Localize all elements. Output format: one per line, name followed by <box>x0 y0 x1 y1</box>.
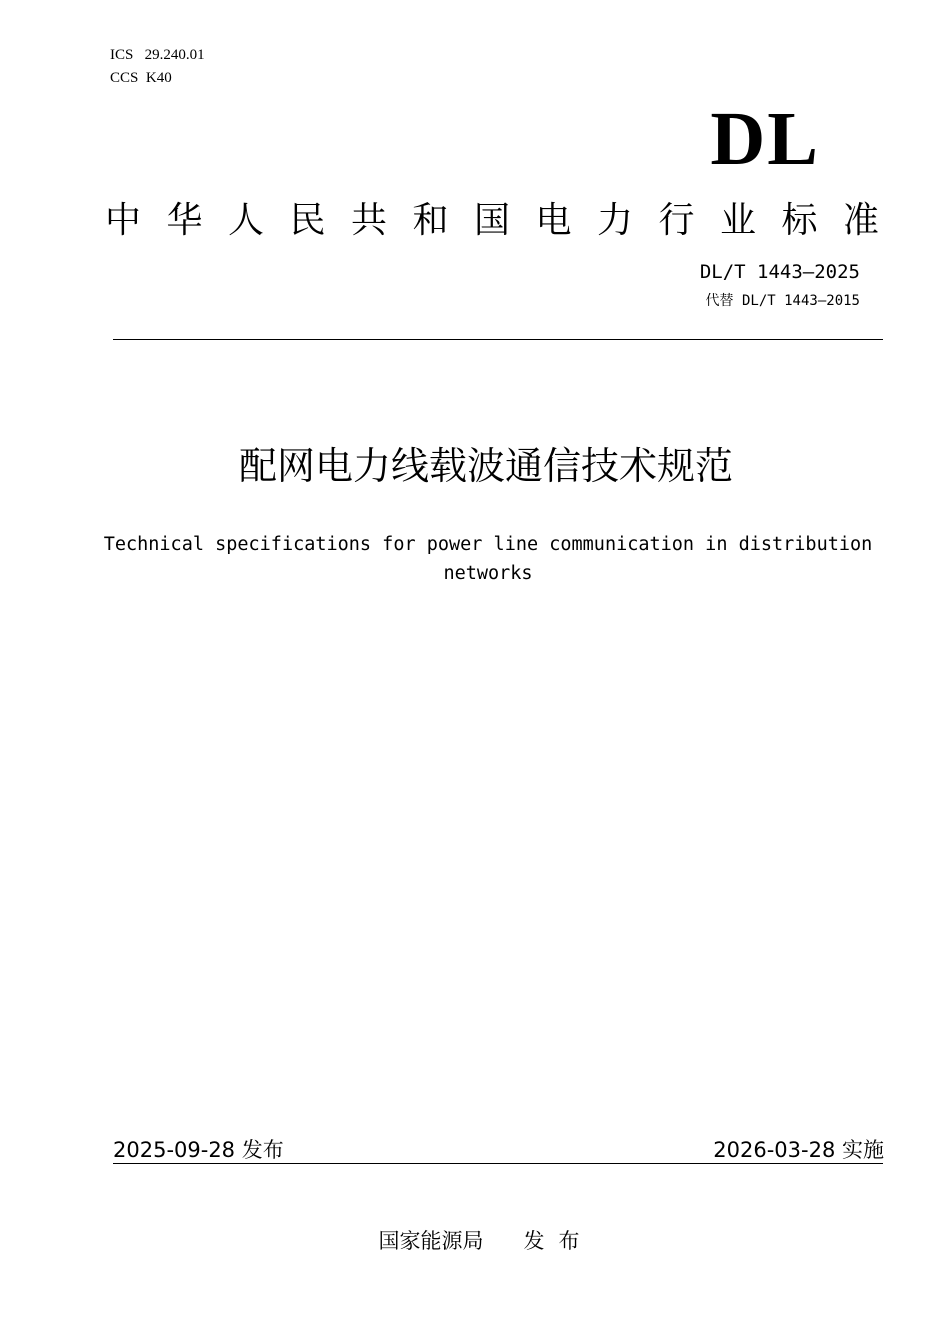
document-title-chinese: 配网电力线载波通信技术规范 <box>238 444 733 488</box>
issue-date-label: 发布 <box>241 1138 284 1162</box>
category-char: 民 <box>289 200 326 241</box>
footer-divider <box>113 1163 883 1164</box>
category-char: 人 <box>227 200 264 241</box>
category-char: 标 <box>781 200 818 241</box>
category-char: 电 <box>535 200 572 241</box>
publisher-name: 国家能源局 <box>378 1229 484 1253</box>
title-en-line-2: networks <box>443 563 533 584</box>
title-en-line-1: Technical specifications for power line communication in distribution <box>103 534 873 555</box>
standard-category-heading <box>104 198 880 244</box>
ics-code: 29.240.01 <box>144 47 205 63</box>
header-divider <box>113 339 883 340</box>
implement-date-value: 2026-03-28 <box>713 1138 836 1162</box>
ics-classification <box>110 46 205 64</box>
publisher-action: 发布 <box>523 1229 594 1253</box>
category-char: 共 <box>350 200 387 241</box>
dl-logo: DL <box>710 97 820 181</box>
issue-date-value: 2025-09-28 <box>113 1138 236 1162</box>
category-char: 准 <box>842 200 879 241</box>
category-char: 业 <box>719 200 756 241</box>
replaces-number: DL/T 1443—2015 <box>741 293 860 309</box>
category-char: 华 <box>166 200 203 241</box>
document-title-english <box>100 530 876 588</box>
replaces-label: 代替 <box>705 293 734 309</box>
issue-date <box>113 1136 284 1164</box>
implement-date-label: 实施 <box>842 1138 884 1162</box>
ccs-code: K40 <box>145 70 172 86</box>
category-char: 力 <box>596 200 633 241</box>
category-char: 中 <box>104 200 141 241</box>
implementation-date <box>713 1136 884 1164</box>
ccs-label: CCS <box>110 70 139 86</box>
category-char: 国 <box>473 200 510 241</box>
replaces-standard <box>706 291 860 311</box>
category-char: 和 <box>412 200 449 241</box>
category-char: 行 <box>658 200 695 241</box>
ics-label: ICS <box>110 47 134 63</box>
standard-number: DL/T 1443—2025 <box>699 261 860 283</box>
publisher <box>0 1226 950 1256</box>
ccs-classification <box>110 69 172 87</box>
